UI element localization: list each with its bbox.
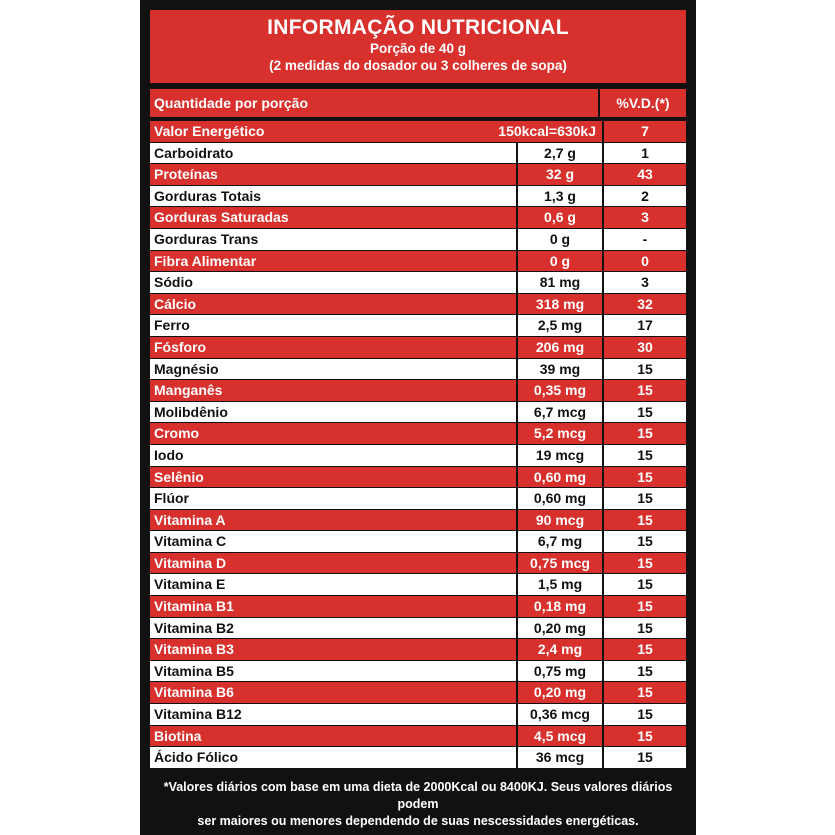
table-row: [150, 186, 686, 208]
nutrient-vd: 15: [637, 533, 653, 550]
nutrient-label: Carboidrato: [150, 143, 518, 164]
nutrient-amount: 32 g: [518, 164, 604, 185]
nutrient-label: Vitamina B5: [150, 661, 518, 682]
nutrient-vd: 15: [637, 382, 653, 399]
nutrient-amount: 0,60 mg: [518, 467, 604, 488]
nutrient-vd: 0: [641, 252, 649, 269]
nutrient-amount: 81 mg: [518, 272, 604, 293]
nutrient-amount: 19 mcg: [518, 445, 604, 466]
nutrient-amount: 0 g: [518, 251, 604, 272]
nutrient-amount: 0,20 mg: [518, 618, 604, 639]
nutrient-amount: 0,60 mg: [518, 488, 604, 509]
nutrient-vd: 15: [637, 468, 653, 485]
table-row: [150, 682, 686, 704]
nutrient-amount: 90 mcg: [518, 510, 604, 531]
nutrition-panel: [140, 0, 696, 835]
table-row: [150, 207, 686, 229]
table-row: [150, 639, 686, 661]
energy-cell: [150, 121, 604, 142]
nutrient-vd: 15: [637, 511, 653, 528]
table-row: [150, 337, 686, 359]
nutrient-vd: 2: [641, 187, 649, 204]
nutrient-label: Vitamina A: [150, 510, 518, 531]
table-row: [150, 402, 686, 424]
energy-label: Valor Energético: [154, 123, 265, 139]
table-row: [150, 704, 686, 726]
nutrient-label: Sódio: [150, 272, 518, 293]
nutrient-vd: 30: [637, 338, 653, 355]
nutrient-label: Vitamina B1: [150, 596, 518, 617]
nutrient-vd: 17: [637, 317, 653, 334]
nutrient-label: Gorduras Trans: [150, 229, 518, 250]
nutrient-amount: 1,3 g: [518, 186, 604, 207]
nutrient-vd: 15: [637, 576, 653, 593]
footnote-line-2: ser maiores ou menores dependendo de suas nescessidades energéticas.: [197, 814, 639, 828]
table-row: [150, 510, 686, 532]
table-row: [150, 531, 686, 553]
nutrient-amount: 2,7 g: [518, 143, 604, 164]
nutrient-label: Fibra Alimentar: [150, 251, 518, 272]
nutrition-title: INFORMAÇÃO NUTRICIONAL: [267, 16, 569, 39]
energy-vd: 7: [641, 123, 649, 139]
nutrient-label: Selênio: [150, 467, 518, 488]
table-row: [150, 726, 686, 748]
nutrient-label: Flúor: [150, 488, 518, 509]
nutrient-vd: 32: [637, 295, 653, 312]
nutrient-vd: 3: [641, 274, 649, 291]
measure-text: (2 medidas do dosador ou 3 colheres de sopa): [269, 58, 567, 73]
nutrient-label: Vitamina B12: [150, 704, 518, 725]
table-row: [150, 445, 686, 467]
nutrient-label: Vitamina E: [150, 574, 518, 595]
table-row: [150, 747, 686, 769]
table-row: [150, 315, 686, 337]
nutrient-vd: 15: [637, 598, 653, 615]
nutrient-vd: 15: [637, 727, 653, 744]
table-row: [150, 467, 686, 489]
nutrient-vd: 15: [637, 490, 653, 507]
nutrient-amount: 0,6 g: [518, 207, 604, 228]
nutrient-amount: 0,18 mg: [518, 596, 604, 617]
nutrient-amount: 2,5 mg: [518, 315, 604, 336]
table-header-row: [150, 89, 686, 121]
nutrient-vd: 15: [637, 360, 653, 377]
nutrient-amount: 39 mg: [518, 359, 604, 380]
nutrient-label: Ácido Fólico: [150, 747, 518, 768]
table-row: [150, 143, 686, 165]
nutrient-amount: 2,4 mg: [518, 639, 604, 660]
nutrient-amount: 0,20 mg: [518, 682, 604, 703]
nutrient-vd: 43: [637, 166, 653, 183]
nutrient-amount: 0,75 mg: [518, 661, 604, 682]
table-row: [150, 553, 686, 575]
quantity-header: Quantidade por porção: [150, 89, 600, 117]
nutrient-amount: 318 mg: [518, 294, 604, 315]
footnote: [150, 779, 686, 830]
nutrient-vd: 3: [641, 209, 649, 226]
nutrient-amount: 0,35 mg: [518, 380, 604, 401]
nutrient-amount: 0 g: [518, 229, 604, 250]
nutrient-label: Gorduras Saturadas: [150, 207, 518, 228]
nutrient-amount: 206 mg: [518, 337, 604, 358]
nutrient-amount: 6,7 mcg: [518, 402, 604, 423]
portion-text: Porção de 40 g: [369, 41, 467, 56]
nutrient-label: Gorduras Totais: [150, 186, 518, 207]
nutrient-label: Biotina: [150, 726, 518, 747]
nutrient-vd: 15: [637, 403, 653, 420]
nutrient-label: Vitamina C: [150, 531, 518, 552]
nutrient-label: Cromo: [150, 423, 518, 444]
nutrient-vd: 15: [637, 446, 653, 463]
nutrient-label: Proteínas: [150, 164, 518, 185]
nutrient-amount: 0,36 mcg: [518, 704, 604, 725]
nutrient-vd: 15: [637, 684, 653, 701]
nutrient-label: Iodo: [150, 445, 518, 466]
nutrient-vd: 15: [637, 662, 653, 679]
table-row: [150, 294, 686, 316]
energy-amount: 150kcal=630kJ: [498, 123, 596, 139]
table-row: [150, 423, 686, 445]
table-row: [150, 272, 686, 294]
nutrient-label: Cálcio: [150, 294, 518, 315]
nutrient-amount: 36 mcg: [518, 747, 604, 768]
table-row: [150, 618, 686, 640]
table-row: [150, 596, 686, 618]
nutrient-label: Ferro: [150, 315, 518, 336]
vd-header: %V.D.(*): [616, 95, 670, 111]
nutrient-vd: 15: [637, 749, 653, 766]
nutrient-amount: 1,5 mg: [518, 574, 604, 595]
nutrient-rows: [150, 143, 686, 769]
nutrient-amount: 5,2 mcg: [518, 423, 604, 444]
nutrient-vd: 15: [637, 641, 653, 658]
table-row: [150, 488, 686, 510]
nutrient-label: Fósforo: [150, 337, 518, 358]
nutrient-label: Molibdênio: [150, 402, 518, 423]
nutrient-vd: 1: [641, 144, 649, 161]
footnote-line-1: *Valores diários com base em uma dieta de 2000Kcal ou 8400KJ. Seus valores diários podem: [163, 780, 673, 811]
nutrient-amount: 6,7 mg: [518, 531, 604, 552]
nutrient-amount: 4,5 mcg: [518, 726, 604, 747]
nutrient-label: Vitamina B2: [150, 618, 518, 639]
table-row: [150, 164, 686, 186]
table-row: [150, 380, 686, 402]
table-row: [150, 229, 686, 251]
nutrient-vd: -: [642, 230, 648, 247]
nutrient-vd: 15: [637, 425, 653, 442]
table-row: [150, 251, 686, 273]
nutrient-amount: 0,75 mcg: [518, 553, 604, 574]
nutrition-header: [150, 10, 686, 83]
nutrient-vd: 15: [637, 554, 653, 571]
nutrition-table: [150, 89, 686, 769]
nutrient-label: Vitamina B3: [150, 639, 518, 660]
table-row: [150, 661, 686, 683]
nutrient-label: Manganês: [150, 380, 518, 401]
energy-row: [150, 121, 686, 143]
table-row: [150, 574, 686, 596]
table-row: [150, 359, 686, 381]
nutrient-vd: 15: [637, 706, 653, 723]
nutrient-label: Magnésio: [150, 359, 518, 380]
nutrient-label: Vitamina B6: [150, 682, 518, 703]
nutrient-label: Vitamina D: [150, 553, 518, 574]
nutrient-vd: 15: [637, 619, 653, 636]
